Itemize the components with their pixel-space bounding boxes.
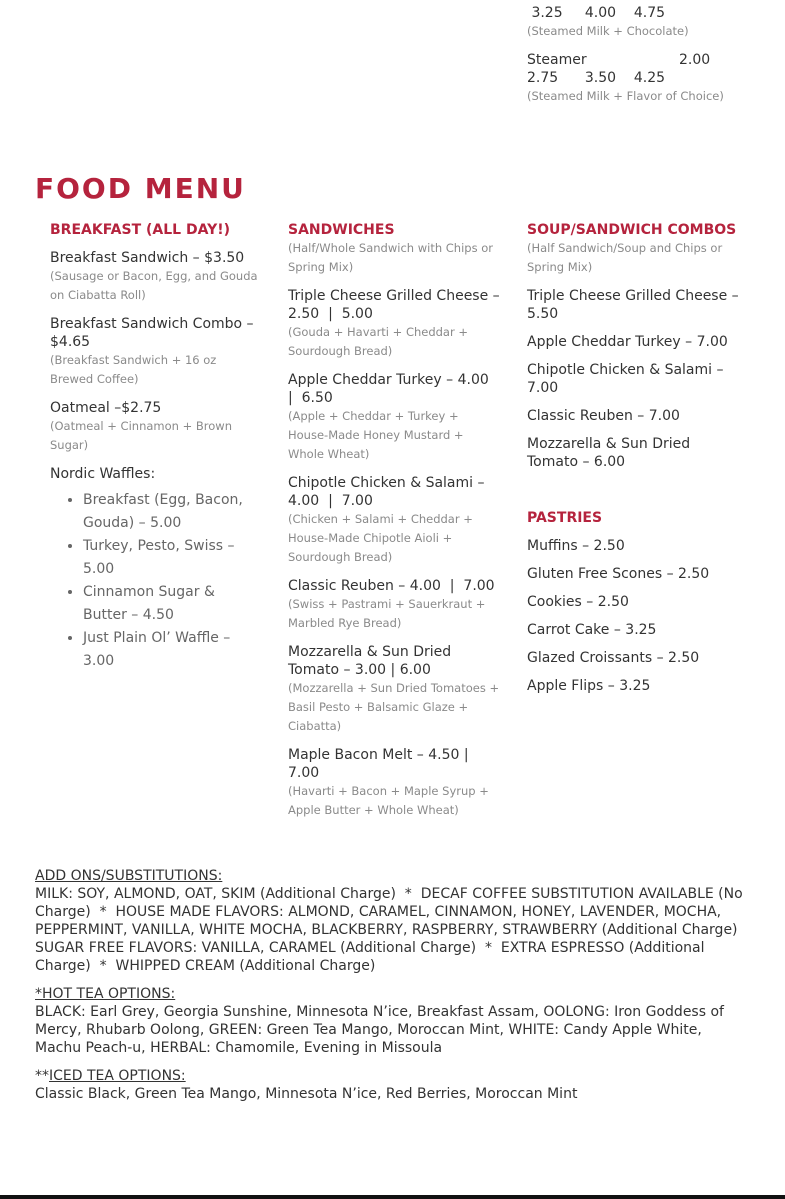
drink-description: (Steamed Milk + Chocolate) [527,24,689,38]
menu-item-description: (Mozzarella + Sun Dried Tomatoes + Basil Pesto + Balsamic Glaze + Ciabatta) [288,681,500,733]
combos-heading: SOUP/SANDWICH COMBOS [527,222,737,238]
menu-item: Apple Cheddar Turkey – 4.00 | 6.50 [288,372,498,406]
list-item: • Cinnamon Sugar & Butter – 4.50 [83,581,262,627]
menu-item-description: (Swiss + Pastrami + Sauerkraut + Marbled Rye Bread) [288,597,486,630]
addons-text: MILK: SOY, ALMOND, OAT, SKIM (Additional Charge) * DECAF COFFEE SUBSTITUTION AVAILABLE (No Charge) * HOUSE MADE FLAVORS: ALMOND, CARAMEL, CINNAMON, HONEY, LAVENDER, MOCHA, PEPPERMINT, VANILLA, WHITE MOCHA, BLACKBERRY, RASPBERRY, STRAWBERRY (Additional Charge) SUGAR FREE FLAVORS: VANILLA, CARAMEL (Additional Charge) * EXTRA ESPRESSO (Additional Charge) * WHIPPED CREAM (Additional Charge) [35,886,748,974]
menu-item: Apple Flips – 3.25 [527,678,651,694]
hot-tea-text: BLACK: Earl Grey, Georgia Sunshine, Minnesota N’ice, Breakfast Assam, OOLONG: Iron Goddess of Mercy, Rhubarb Oolong, GREEN: Green Tea Mango, Moroccan Mint, WHITE: Candy Apple White, Machu Peach-u, HERBAL: Chamomile, Evening in Missoula [35,1004,724,1056]
menu-item: Muffins – 2.50 [527,538,625,554]
menu-item-description: (Breakfast Sandwich + 16 oz Brewed Coffee) [50,353,217,386]
list-item: • Breakfast (Egg, Bacon, Gouda) – 5.00 [83,489,262,535]
breakfast-column [50,221,262,673]
menu-item: Carrot Cake – 3.25 [527,622,657,638]
hot-tea-section [35,985,747,1057]
list-item: • Turkey, Pesto, Swiss – 5.00 [83,535,262,581]
sandwiches-note: (Half/Whole Sandwich with Chips or Spring Mix) [288,241,494,274]
drink-sizes: 3.25 4.00 4.75 [527,5,666,21]
sandwiches-heading: SANDWICHES [288,222,395,238]
menu-item: Chipotle Chicken & Salami – 7.00 [527,362,724,396]
menu-item-description: (Chicken + Salami + Cheddar + House-Made Chipotle Aioli + Sourdough Bread) [288,512,473,564]
pastries-column [527,509,742,695]
steamer-description: (Steamed Milk + Flavor of Choice) [527,89,724,103]
menu-item: Mozzarella & Sun Dried Tomato – 3.00 | 6.00 [288,644,456,678]
menu-item: Breakfast Sandwich – $3.50 [50,250,245,266]
menu-item: Classic Reuben – 4.00 | 7.00 [288,578,495,594]
menu-item: Maple Bacon Melt – 4.50 | 7.00 [288,747,474,781]
menu-item: Triple Cheese Grilled Cheese – 5.50 [527,288,739,322]
bottom-border [0,1195,785,1199]
addons-heading: ADD ONS/SUBSTITUTIONS: [35,868,223,884]
steamer-sizes: 2.75 3.50 4.25 [527,70,666,86]
menu-item: Glazed Croissants – 2.50 [527,650,700,666]
menu-item: Triple Cheese Grilled Cheese – 2.50 | 5.00 [288,288,505,322]
menu-item-description: (Apple + Cheddar + Turkey + House-Made Honey Mustard + Whole Wheat) [288,409,464,461]
list-item: • Just Plain Ol’ Waffle – 3.00 [83,627,262,673]
menu-item: Chipotle Chicken & Salami – 4.00 | 7.00 [288,475,489,509]
menu-item-description: (Havarti + Bacon + Maple Syrup + Apple Butter + Whole Wheat) [288,784,489,817]
steamer-name: Steamer [527,52,587,68]
waffles-list [50,489,262,673]
menu-item-description: (Gouda + Havarti + Cheddar + Sourdough Bread) [288,325,469,358]
menu-item-description: (Oatmeal + Cinnamon + Brown Sugar) [50,419,232,452]
pastries-heading: PASTRIES [527,510,603,526]
menu-item: Mozzarella & Sun Dried Tomato – 6.00 [527,436,691,470]
food-menu-title: FOOD MENU [35,172,246,205]
menu-item-description: (Sausage or Bacon, Egg, and Gouda on Ciabatta Roll) [50,269,258,302]
iced-tea-prefix: ** [35,1068,49,1084]
iced-tea-text: Classic Black, Green Tea Mango, Minnesota N’ice, Red Berries, Moroccan Mint [35,1086,578,1102]
menu-item: Gluten Free Scones – 2.50 [527,566,710,582]
iced-tea-section [35,1067,747,1103]
menu-item: Apple Cheddar Turkey – 7.00 [527,334,728,350]
hot-tea-heading: *HOT TEA OPTIONS: [35,986,176,1002]
breakfast-heading: BREAKFAST (ALL DAY!) [50,222,230,238]
menu-item: Cookies – 2.50 [527,594,629,610]
combos-column [527,221,742,471]
sandwiches-column [288,221,505,820]
addons-section [35,867,747,975]
menu-item: Oatmeal –$2.75 [50,400,162,416]
menu-item: Classic Reuben – 7.00 [527,408,680,424]
menu-item: Breakfast Sandwich Combo – $4.65 [50,316,263,350]
iced-tea-heading: ICED TEA OPTIONS: [49,1068,186,1084]
combos-note: (Half Sandwich/Soup and Chips or Spring Mix) [527,241,723,274]
steamer-price: 2.00 [679,52,711,68]
waffles-heading: Nordic Waffles: [50,466,156,482]
